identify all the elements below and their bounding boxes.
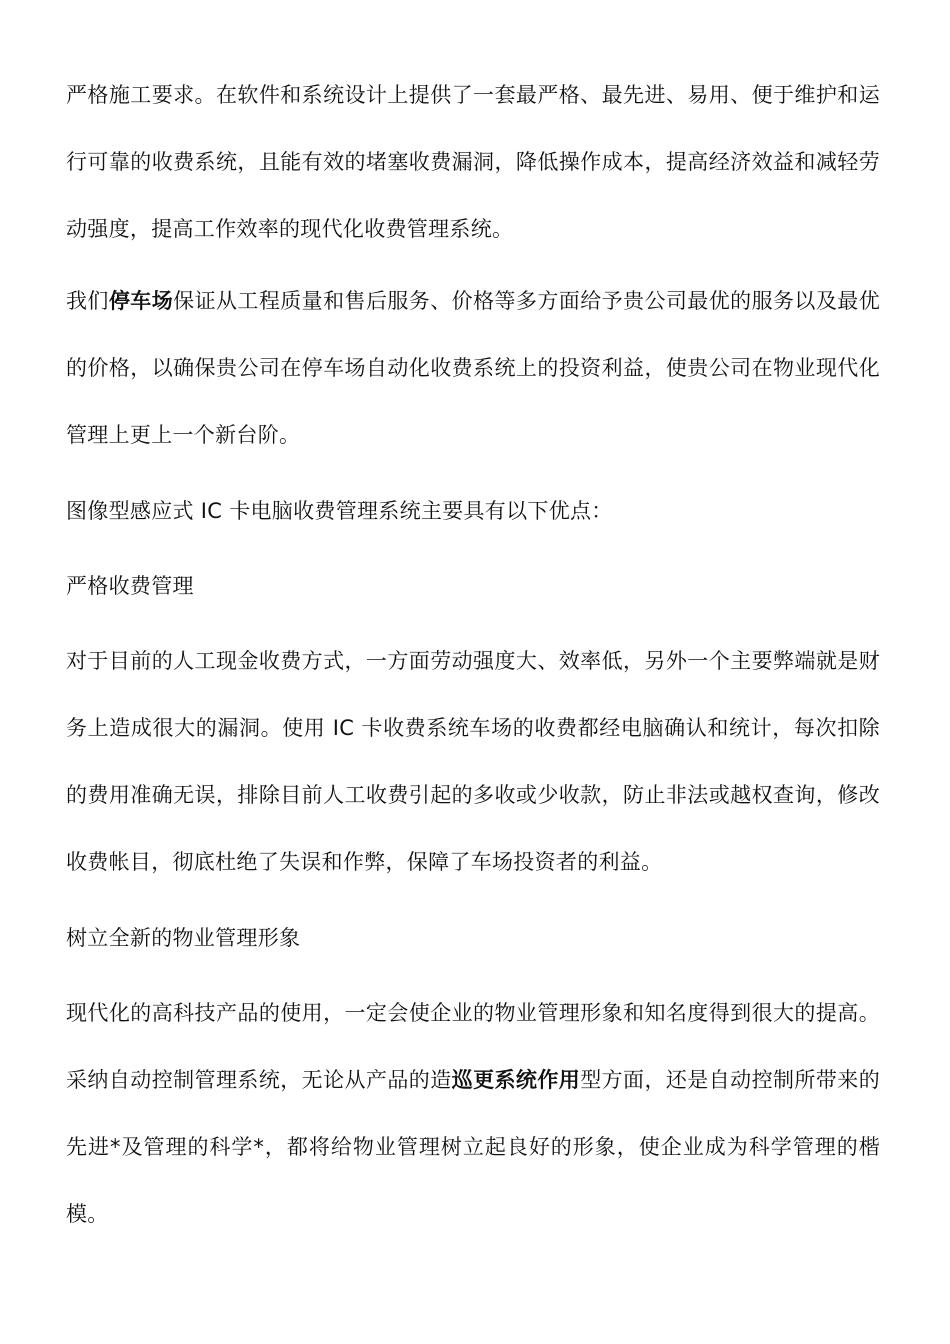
paragraph-text: 我们 bbox=[66, 289, 109, 313]
paragraph-advantages-intro: 图像型感应式 IC 卡电脑收费管理系统主要具有以下优点： bbox=[66, 499, 613, 523]
paragraph-text: 现代化的高科技产品的使用，一定会使企业的物业管理形象和知名度得到很大的提高。采纳自动控制管理系统，无论从产品的造 bbox=[66, 1001, 880, 1092]
paragraph-system-design: 严格施工要求。在软件和系统设计上提供了一套最严格、最先进、易用、便于维护和运行可靠的收费系统，且能有效的堵塞收费漏洞，降低操作成本，提高经济效益和减轻劳动强度，提高工作效率的现代化收费管理系统。 bbox=[66, 83, 880, 241]
paragraph-fee-management: 对于目前的人工现金收费方式，一方面劳动强度大、效率低，另外一个主要弊端就是财务上造成很大的漏洞。使用 IC 卡收费系统车场的收费都经电脑确认和统计，每次扣除的费用准确无误，排除目前人工收费引起的多收或少收款，防止非法或越权查询，修改收费帐目，彻底杜绝了失误和作弊，保障了车场投资者的利益。 bbox=[66, 649, 880, 874]
paragraph-text: 保证从工程质量和售后服务、价格等多方面给予贵公司最优的服务以及最优的价格，以确保贵公司在停车场自动化收费系统上的投资利益，使贵公司在物业现代化管理上更上一个新台阶。 bbox=[66, 289, 880, 447]
section-heading-fee-management: 严格收费管理 bbox=[66, 574, 194, 598]
paragraph-property-image bbox=[66, 980, 880, 1248]
document-page bbox=[66, 62, 880, 1248]
bold-keyword-parking: 停车场 bbox=[108, 289, 174, 313]
section-heading-property-image: 树立全新的物业管理形象 bbox=[66, 926, 301, 950]
paragraph-service-commitment bbox=[66, 268, 880, 469]
bold-keyword-patrol-system: 巡更系统作用 bbox=[451, 1068, 581, 1092]
paragraph-text: 型方面，还是自动控制所带来的先进*及管理的科学*，都将给物业管理树立起良好的形象，使企业成为科学管理的楷模。 bbox=[66, 1068, 880, 1226]
